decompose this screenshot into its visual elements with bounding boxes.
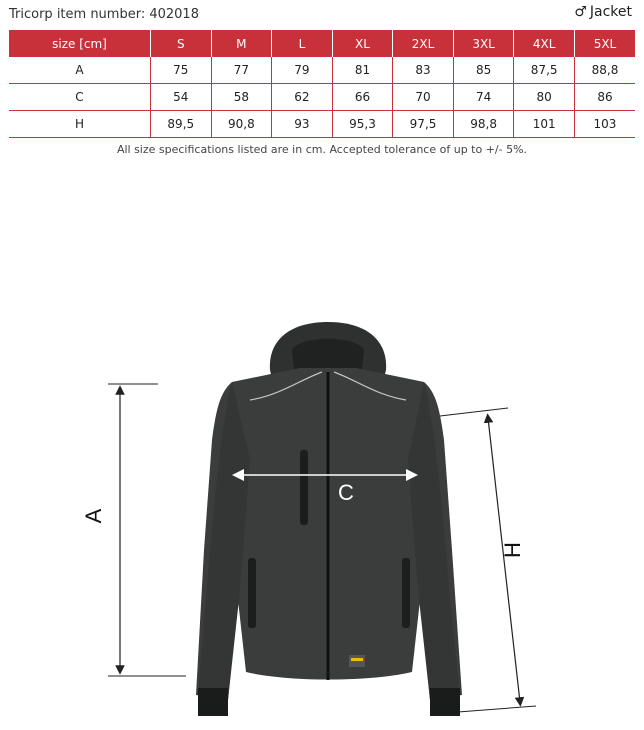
header-cell: 2XL [393,30,454,57]
table-cell: 101 [514,111,575,138]
table-cell: 95,3 [332,111,393,138]
dimension-a [81,384,186,676]
table-cell: 89,5 [151,111,212,138]
header-cell: size [cm] [9,30,151,57]
table-cell: 81 [332,57,393,84]
header-cell: XL [332,30,393,57]
table-cell: 54 [151,84,212,111]
table-cell: 74 [453,84,514,111]
table-cell: 70 [393,84,454,111]
item-number: Tricorp item number: 402018 [9,7,199,22]
label-a: A [81,508,106,524]
table-cell: 62 [272,84,333,111]
table-cell: 58 [211,84,272,111]
table-cell: 97,5 [393,111,454,138]
table-cell: 88,8 [574,57,635,84]
table-cell: 75 [151,57,212,84]
header-cell: 5XL [574,30,635,57]
table-cell: 77 [211,57,272,84]
header-cell: 3XL [453,30,514,57]
header-cell: 4XL [514,30,575,57]
header-cell: S [151,30,212,57]
table-cell: 80 [514,84,575,111]
table-cell: A [9,57,151,84]
category [574,4,632,20]
table-cell: 103 [574,111,635,138]
table-row [9,111,635,138]
table-header-row [9,30,635,57]
table-cell: 83 [393,57,454,84]
table-cell: H [9,111,151,138]
table-cell: 90,8 [211,111,272,138]
table-row [9,57,635,84]
tolerance-note: All size specifications listed are in cm. Accepted tolerance of up to +/- 5%. [116,143,528,156]
header-cell: M [211,30,272,57]
category-label: Jacket [589,4,632,20]
table-cell: 93 [272,111,333,138]
table-cell: 87,5 [514,57,575,84]
table-cell: 86 [574,84,635,111]
male-symbol-icon: ♂ [574,4,587,20]
table-cell: 98,8 [453,111,514,138]
table-cell: 85 [453,57,514,84]
size-table [9,30,635,138]
table-cell: C [9,84,151,111]
header [0,0,644,28]
header-cell: L [272,30,333,57]
label-c: C [338,480,354,505]
jacket-illustration [196,322,462,716]
label-h: H [500,542,525,558]
table-row [9,84,635,111]
jacket-diagram [0,300,644,730]
table-cell: 79 [272,57,333,84]
table-cell: 66 [332,84,393,111]
